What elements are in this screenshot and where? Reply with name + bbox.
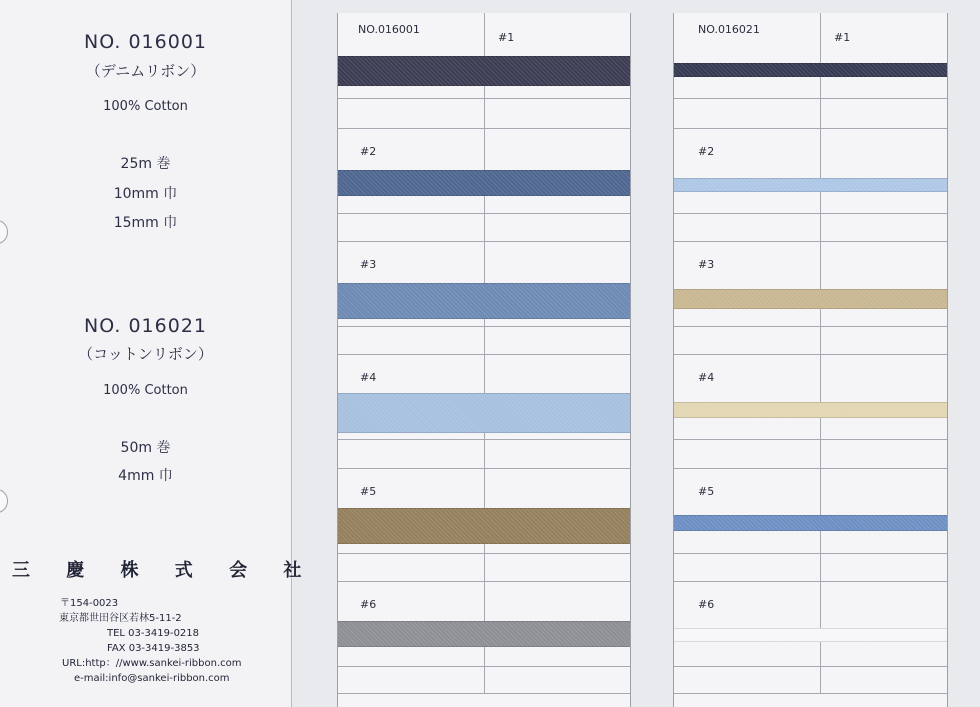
product-name: （デニムリボン） [85, 62, 206, 80]
card-row-divider [338, 98, 630, 99]
ribbon-swatch [338, 508, 630, 544]
ribbon-width: 4mm 巾 [118, 468, 173, 484]
card-header-number: NO.016001 [358, 23, 420, 36]
ribbon-swatch [674, 178, 947, 192]
swatch-label: #3 [698, 258, 715, 271]
swatch-label: #2 [360, 145, 377, 158]
material: 100% Cotton [103, 383, 188, 398]
company-name: 三 慶 株 式 会 社 [12, 560, 317, 581]
card-row-divider [674, 241, 947, 242]
product-number: NO. 016001 [83, 31, 207, 53]
card-row-divider [674, 354, 947, 355]
card-row-divider [674, 553, 947, 554]
swatch-label: #5 [360, 485, 377, 498]
card-row-divider [338, 439, 630, 440]
roll-length: 50m 巻 [120, 440, 171, 456]
binder-hole [0, 489, 8, 513]
material: 100% Cotton [103, 99, 188, 114]
card-row-divider [674, 128, 947, 129]
card-header-number: NO.016021 [698, 23, 760, 36]
roll-length: 25m 巻 [120, 156, 171, 172]
ribbon-swatch [338, 170, 630, 196]
swatch-label: #2 [698, 145, 715, 158]
fax-number: FAX 03-3419-3853 [107, 643, 200, 654]
ribbon-swatch [674, 63, 947, 77]
email-address: e-mail:info@sankei-ribbon.com [74, 673, 230, 684]
swatch-label: #1 [834, 31, 851, 44]
ribbon-swatch [338, 56, 630, 86]
company-address-block [60, 596, 280, 686]
swatch-label: #4 [360, 371, 377, 384]
product-name: （コットンリボン） [78, 345, 213, 363]
ribbon-width: 15mm 巾 [113, 215, 178, 231]
ribbon-swatch [338, 283, 630, 319]
card-row-divider [338, 581, 630, 582]
swatch-card-016021 [673, 13, 948, 707]
ribbon-swatch [674, 289, 947, 309]
card-row-divider [338, 213, 630, 214]
swatch-label: #4 [698, 371, 715, 384]
swatch-label: #3 [360, 258, 377, 271]
ribbon-width: 10mm 巾 [113, 186, 178, 202]
card-row-divider [338, 468, 630, 469]
card-row-divider [674, 213, 947, 214]
product-number: NO. 016021 [83, 315, 207, 337]
street-address: 東京都世田谷区若林5-11-2 [59, 613, 182, 624]
ribbon-swatch [338, 393, 630, 433]
website-url: URL:http：//www.sankei-ribbon.com [62, 658, 242, 669]
card-row-divider [338, 326, 630, 327]
card-row-divider [674, 439, 947, 440]
postal-code: 〒154-0023 [60, 598, 119, 609]
card-row-divider [674, 98, 947, 99]
swatch-card-016001 [337, 13, 631, 707]
card-row-divider [674, 581, 947, 582]
swatch-label: #6 [698, 598, 715, 611]
card-row-divider [338, 666, 630, 667]
card-row-divider [338, 693, 630, 694]
card-row-divider [338, 553, 630, 554]
ribbon-swatch [674, 402, 947, 418]
card-row-divider [338, 241, 630, 242]
swatch-label: #1 [498, 31, 515, 44]
card-row-divider [674, 693, 947, 694]
ribbon-swatch [674, 628, 947, 642]
swatch-label: #5 [698, 485, 715, 498]
phone-number: TEL 03-3419-0218 [107, 628, 200, 639]
card-row-divider [674, 326, 947, 327]
card-row-divider [674, 468, 947, 469]
swatch-label: #6 [360, 598, 377, 611]
card-row-divider [338, 354, 630, 355]
card-row-divider [338, 128, 630, 129]
card-row-divider [674, 666, 947, 667]
info-panel [0, 0, 317, 707]
ribbon-swatch [674, 515, 947, 531]
card-column-divider [484, 13, 485, 693]
card-column-divider [820, 13, 821, 693]
ribbon-swatch [338, 621, 630, 647]
